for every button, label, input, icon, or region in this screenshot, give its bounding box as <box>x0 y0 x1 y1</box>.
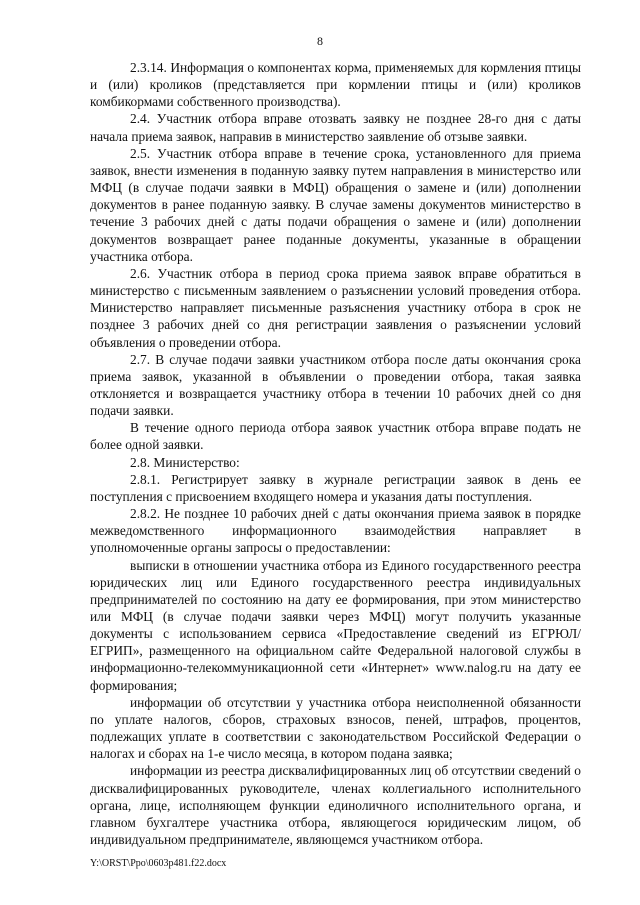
paragraph-2-8: 2.8. Министерство: <box>130 454 240 470</box>
paragraph-2-8-2: 2.8.2. Не позднее 10 рабочих дней с даты окончания приема заявок в порядке межведомственного информационного взаимодействия направляет в уполномоченные органы запросы о предоставлении: <box>90 506 581 556</box>
paragraph-2-7: 2.7. В случае подачи заявки участником отбора после даты окончания срока приема заявок, указанной в объявлении о проведении отбора, такая заявка отклоняется и возвращается участнику отбора в течении 10 рабочих дней со дня подачи заявки. <box>90 351 581 419</box>
paragraph-2-5: 2.5. Участник отбора вправе в течение срока, установленного для приема заявок, внести изменения в поданную заявку путем направления в министерство или МФЦ (в случае подачи заявки в МФЦ) обращения о замене и (или) дополнении документов в ранее поданную заявку. В случае замены документов министерство в течение 3 рабочих дней с даты подачи обращения о замене и (или) дополнении документов возвращает ранее поданные документы, указанные в обращении участника отбора. <box>90 145 581 264</box>
paragraph-2-8-1: 2.8.1. Регистрирует заявку в журнале регистрации заявок в день ее поступления с присвоением входящего номера и указания даты поступления. <box>90 471 581 504</box>
paragraph-2-6: 2.6. Участник отбора в период срока приема заявок вправе обратиться в министерство с письменным заявлением о разъяснении условий проведения отбора. Министерство направляет письменные разъяснения участнику отбора в срок не позднее 3 рабочих дней со дня регистрации заявления о разъяснении условий объявления о проведении отбора. <box>90 265 581 350</box>
paragraph-2-4: 2.4. Участник отбора вправе отозвать заявку не позднее 28-го дня с даты начала приема заявок, направив в министерство заявление об отзыве заявки. <box>90 111 581 144</box>
paragraph-tax-debt-info: информации об отсутствии у участника отбора неисполненной обязанности по уплате налогов, сборов, страховых взносов, пеней, штрафов, процентов, подлежащих уплате в соответствии с законодательством Российской Федерации о налогах и сборах на 1-е число месяца, в котором подана заявка; <box>90 694 581 762</box>
paragraph-single-application: В течение одного периода отбора заявок участник отбора вправе подать не более одной заявки. <box>90 420 581 453</box>
paragraph-2-3-14: 2.3.14. Информация о компонентах корма, применяемых для кормления птицы и (или) кроликов (представляется при кормлении птицы и (или) кроликов комбикормами собственного производства). <box>90 60 581 110</box>
paragraph-egrul-extract: выписки в отношении участника отбора из Единого государственного реестра юридических лиц или Единого государственного реестра индивидуальных предпринимателей по состоянию на дату ее формирования, при этом министерство или МФЦ (в случае подачи заявки через МФЦ) могут получить указанные документы с использованием сервиса «Предоставление сведений из ЕГРЮЛ/ЕГРИП», размещенного на официальном сайте Федеральной налоговой службы в информационно-телекоммуникационной сети «Интернет» www.nalog.ru на дату ее формирования; <box>90 557 581 693</box>
footer-file-path: Y:\ORST\Ppo\0603p481.f22.docx <box>90 858 227 869</box>
document-body <box>90 59 581 848</box>
paragraph-disqualified-registry: информации из реестра дисквалифицированных лиц об отсутствии сведений о дисквалифицированных руководителе, членах коллегиального исполнительного органа, лице, исполняющем функции единоличного исполнительного органа, и главном бухгалтере участника отбора, являющегося юридическим лицом, об индивидуальном предпринимателе, являющемся участником отбора. <box>90 763 581 848</box>
page-number: 8 <box>317 34 323 48</box>
